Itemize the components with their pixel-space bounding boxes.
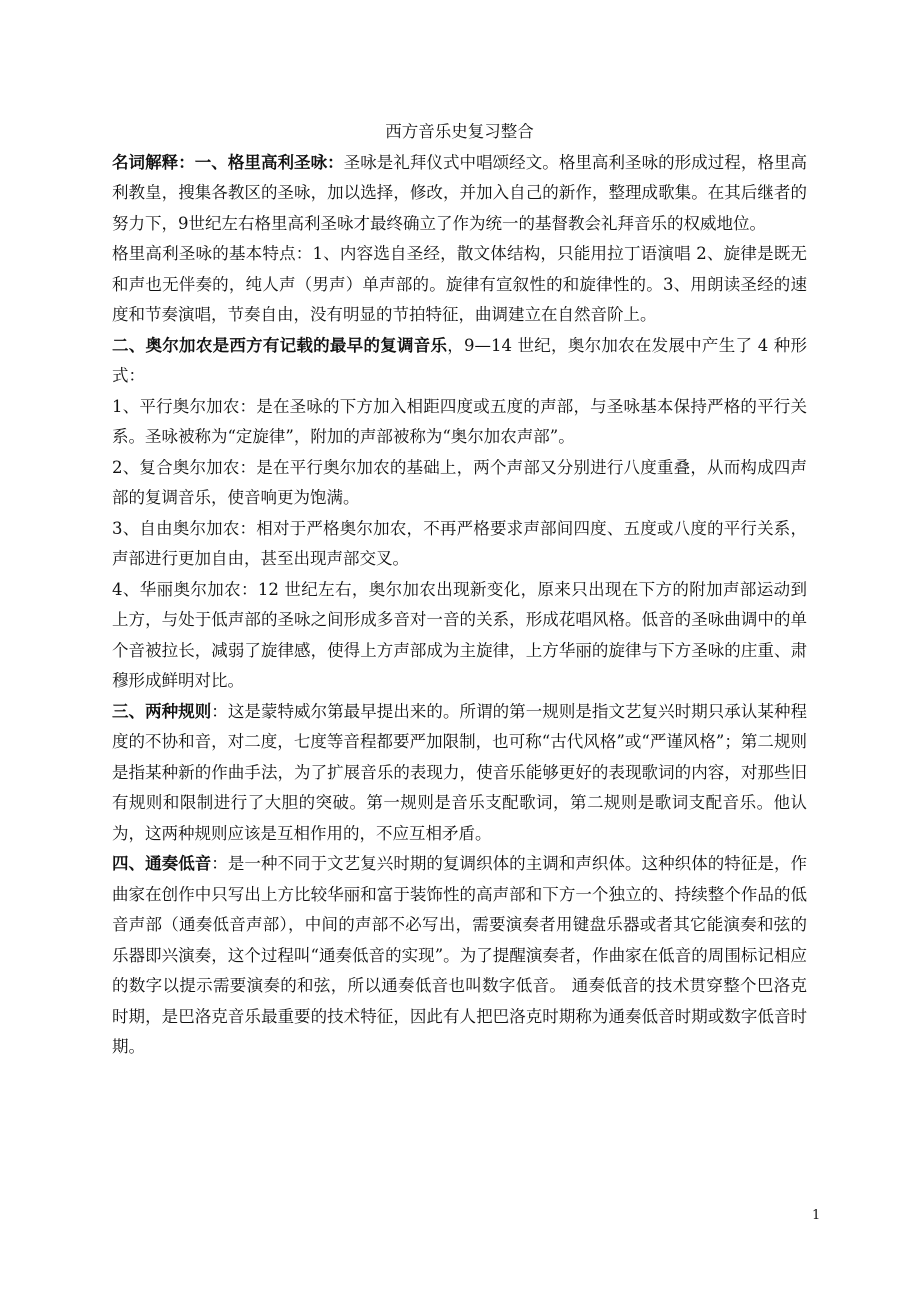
- paragraph-florid-organum: [112, 575, 807, 697]
- paragraph-text: ：是一种不同于文艺复兴时期的复调织体的主调和声织体。这种织体的特征是，作曲家在创作中只写出上方比较华丽和富于装饰性的高声部和下方一个独立的、持续整个作品的低音声部（通奏低音声部），中间的声部不必写出，需要演奏者用键盘乐器或者其它能演奏和弦的乐器即兴演奏，这个过程叫“通奏低音的实现”。为了提醒演奏者，作曲家在低音的周围标记相应的数字以提示需要演奏的和弦，所以通奏低音也叫数字低音。 通奏低音的技术贯穿整个巴洛克时期，是巴洛克音乐最重要的技术特征，因此有人把巴洛克时期称为通奏低音时期或数字低音时期。: [112, 854, 808, 1056]
- paragraph-text: 1、平行奥尔加农：是在圣咏的下方加入相距四度或五度的声部，与圣咏基本保持严格的平行关系。圣咏被称为“定旋律”，附加的声部被称为“奥尔加农声部”。: [112, 396, 807, 446]
- paragraph-text: 格里高利圣咏的基本特点：1、内容选自圣经，散文体结构，只能用拉丁语演唱 2、旋律是既无和声也无伴奏的，纯人声（男声）单声部的。旋律有宣叙性的和旋律性的。3、用朗读圣经的速度和节奏演唱，节奏自由，没有明显的节拍特征，曲调建立在自然音阶上。: [112, 244, 807, 324]
- document-body: [112, 117, 807, 1063]
- paragraph-text: 4、华丽奥尔加农：12 世纪左右，奥尔加农出现新变化，原来只出现在下方的附加声部运动到上方，与处于低声部的圣咏之间形成多音对一音的关系，形成花唱风格。低音的圣咏曲调中的单个音被拉长，减弱了旋律感，使得上方声部成为主旋律，上方华丽的旋律与下方圣咏的庄重、肃穆形成鲜明对比。: [112, 579, 807, 690]
- paragraph-organum: [112, 331, 807, 392]
- paragraph-chant-features: [112, 239, 807, 331]
- paragraph-text: 2、复合奥尔加农：是在平行奥尔加农的基础上，两个声部又分别进行八度重叠，从而构成四声部的复调音乐，使音响更为饱满。: [112, 457, 807, 507]
- paragraph-text: ：这是蒙特威尔第最早提出来的。所谓的第一规则是指文艺复兴时期只承认某种程度的不协和音，对二度，七度等音程都要严加限制，也可称“古代风格”或“严谨风格”；第二规则是指某种新的作曲手法，为了扩展音乐的表现力，使音乐能够更好的表现歌词的内容，对那些旧有规则和限制进行了大胆的突破。第一规则是音乐支配歌词，第二规则是歌词支配音乐。他认为，这两种规则应该是互相作用的，不应互相矛盾。: [112, 701, 808, 843]
- page-number: 1: [812, 1208, 821, 1223]
- term-heading: 二、奥尔加农是西方有记载的最早的复调音乐: [112, 335, 448, 355]
- paragraph-text: 圣咏是礼拜仪式中唱颂经文。格里高利圣咏的形成过程，格里高利教皇，搜集各教区的圣咏，加以选择，修改，并加入自己的新作，整理成歌集。在其后继者的努力下，9世纪左右格里高利圣咏才最终确立了作为统一的基督教会礼拜音乐的权威地位。: [112, 152, 808, 233]
- paragraph-gregorian-chant: [112, 148, 807, 240]
- paragraph-parallel-organum: [112, 392, 807, 453]
- term-heading: 三、两种规则: [112, 701, 212, 721]
- paragraph-text: 3、自由奥尔加农：相对于严格奥尔加农，不再严格要求声部间四度、五度或八度的平行关系，声部进行更加自由，甚至出现声部交叉。: [112, 518, 807, 568]
- term-heading: 四、通奏低音: [112, 854, 212, 873]
- document-title: 西方音乐史复习整合: [385, 122, 534, 141]
- paragraph-two-practices: [112, 697, 807, 850]
- paragraph-composite-organum: [112, 453, 807, 514]
- paragraph-basso-continuo: [112, 849, 807, 1063]
- paragraph-text: ，9—14 世纪，奥尔加农在发展中产生了 4 种形式：: [112, 335, 807, 385]
- paragraph-free-organum: [112, 514, 807, 575]
- term-heading: 名词解释：一、格里高利圣咏：: [112, 152, 344, 172]
